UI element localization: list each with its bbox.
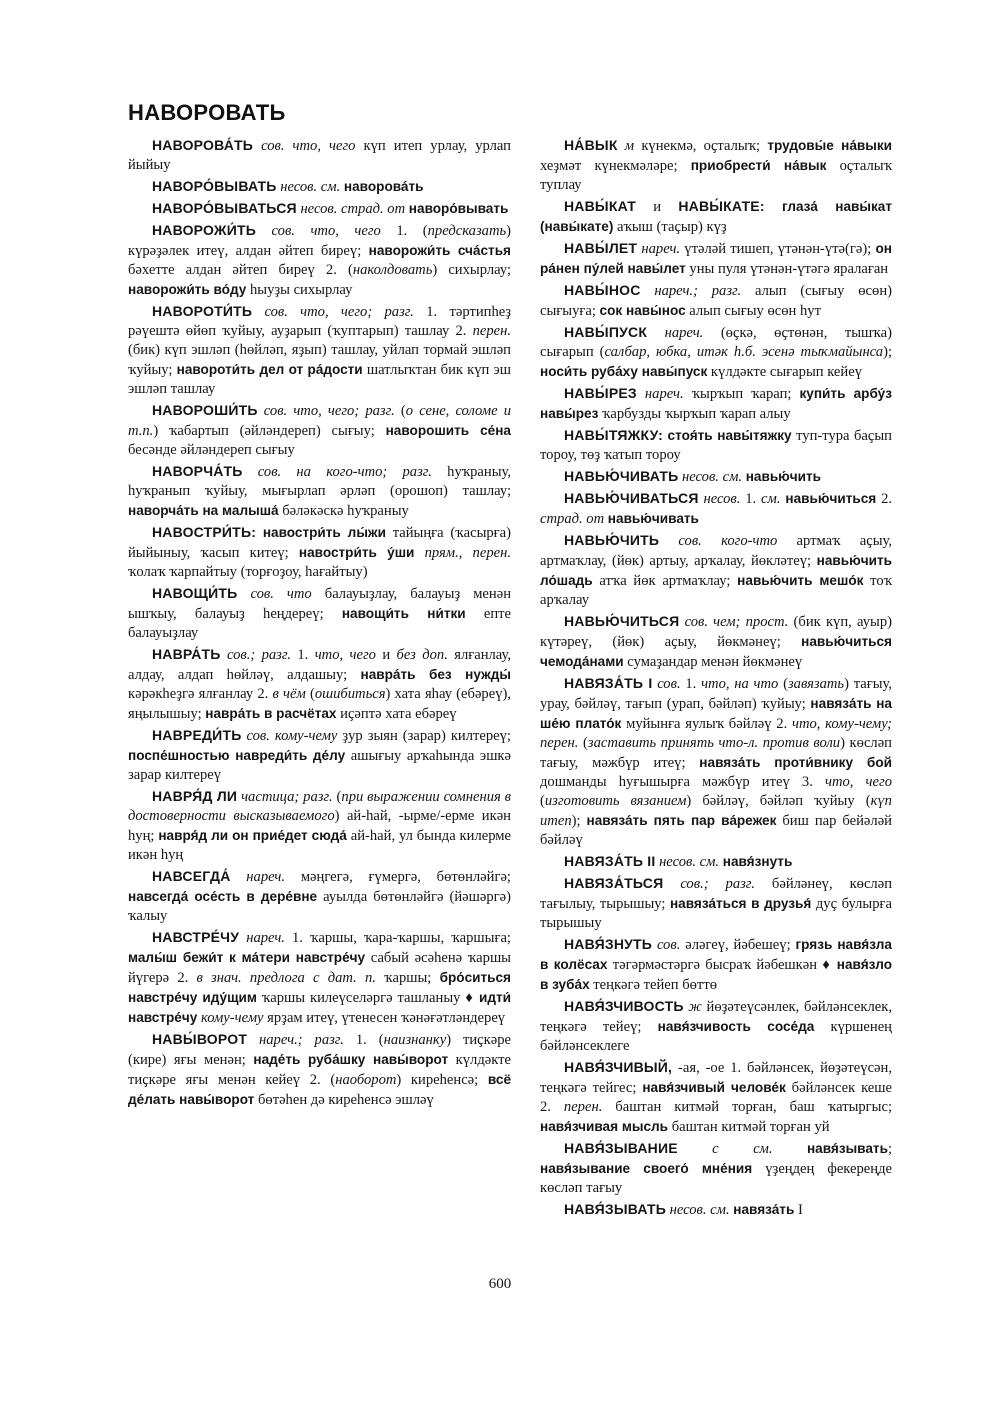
definition-text: (өҫкә, өҫтөнән, тышҡа) сығарып ( — [540, 325, 892, 360]
grammar-note: прям., перен. — [414, 545, 511, 561]
dictionary-entry — [128, 1030, 511, 1110]
definition-text: үҙеңдең фекереңде көсләп тағыу — [540, 1161, 892, 1196]
example-phrase: наворожи́ть сча́стья — [368, 243, 511, 258]
running-header: НАВОРОВАТЬ — [128, 100, 286, 125]
example-phrase: навью́чить мешо́к — [737, 573, 864, 588]
definition-text: сумаҙандар менән йөкмәнеү — [623, 654, 803, 670]
dictionary-entry — [540, 467, 892, 487]
headword: НАВЫ́ПУСК — [564, 324, 648, 340]
dictionary-entry — [128, 523, 511, 582]
example-phrase: навя́знуть — [722, 854, 793, 869]
definition-text: епте балауыҙлау — [128, 606, 512, 641]
definition-text: 2. — [876, 491, 893, 507]
headword: НАВЯ́ЗЧИВОСТЬ — [564, 998, 684, 1014]
dictionary-entry — [128, 136, 511, 175]
definition-text: ( — [394, 403, 406, 419]
headword: НАВОСТРИ́ТЬ: — [152, 524, 257, 540]
grammar-note: нареч.; разг. — [640, 283, 742, 299]
right-column — [540, 136, 892, 1222]
grammar-note: сов. что — [237, 586, 312, 602]
example-phrase: навя́зывать — [806, 1141, 888, 1156]
definition-text: муйынға яулыҡ бәйләү 2. — [621, 716, 792, 732]
example-phrase: идти́ навстре́чу — [128, 990, 511, 1025]
definition-text: ( — [332, 789, 342, 805]
definition-text: биш пар бейәләй бәйләү — [540, 813, 892, 848]
example-phrase: навью́чить ло́шадь — [540, 553, 892, 588]
definition-text: атҡа йөк артмаҡлау; — [592, 573, 738, 589]
grammar-note: что, кому-чему; перен. — [540, 716, 892, 751]
headword: НАВОРО́ВЫВАТЬСЯ — [152, 200, 297, 216]
grammar-note: при выражении сомнения в достоверности высказываемого — [128, 789, 512, 824]
grammar-note: завязать — [787, 676, 845, 692]
headword: НАВЫ́ВОРОТ — [152, 1031, 248, 1047]
grammar-note: о сене, соломе и т.п. — [128, 403, 511, 439]
example-phrase: навью́читься чемода́нами — [540, 634, 892, 669]
definition-text: ) ҡабартып (әйләндереп) сығыу; — [153, 423, 386, 439]
definition-text: алып (сығыу өсөн) сығыуға; — [540, 283, 893, 319]
definition-text: ауылда бөтөнләйгә (йәшәргә) ҡалыу — [128, 889, 511, 924]
definition-text: ) хата яһау (ебәреү), яңылышыу; — [128, 686, 511, 722]
grammar-note: сов. на кого-что; разг. — [242, 464, 432, 480]
grammar-note: без доп. — [396, 647, 448, 663]
headword: НАВРЕДИ́ТЬ — [152, 727, 242, 743]
definition-text: (бик) күп эшләп (һөйләп, яҙып) ташлау, уйлап тормай эшләп ҡуйыу; — [128, 342, 511, 378]
dictionary-entry — [128, 401, 511, 460]
definition-text: 1. ( — [343, 1032, 384, 1048]
dictionary-entry — [128, 462, 511, 521]
grammar-note: ошибиться — [314, 686, 386, 702]
grammar-note: сов. чем; прост. — [679, 614, 789, 630]
definition-text: ҡолаҡ ҡарпайтыу (торғоҙоу, һағайтыу) — [128, 564, 368, 580]
headword: НАВЬЮ́ЧИВАТЬ — [564, 468, 679, 484]
example-phrase: навостри́ть у́ши — [298, 545, 415, 560]
definition-text: әләгеү, йәбешеү; — [680, 937, 796, 953]
headword: НАВЫ́РЕЗ — [564, 385, 637, 401]
example-phrase: навяза́ть — [733, 1202, 795, 1217]
dictionary-entry — [540, 136, 892, 195]
headword: НАВОЩИ́ТЬ — [152, 585, 238, 601]
example-phrase: малы́ш бежи́т к ма́тери навстре́чу — [128, 950, 366, 965]
definition-text: бөтәһен дә киреһенсә эшләү — [254, 1092, 434, 1108]
example-phrase: навяза́ться в друзья́ — [669, 896, 812, 911]
example-phrase: навощи́ть ни́тки — [341, 606, 466, 621]
headword: НАВЯЗА́ТЬСЯ — [564, 875, 664, 891]
definition-text: ; — [887, 1141, 892, 1157]
dictionary-entry — [540, 197, 892, 237]
grammar-note: несов. — [698, 491, 741, 507]
example-phrase: навью́чить — [745, 469, 822, 484]
definition-text: күршенең бәйләнсеклеге — [540, 1019, 892, 1054]
definition-text: 1. — [291, 647, 315, 663]
headword: НАВЬЮ́ЧИТЬСЯ — [564, 613, 680, 629]
definition-text: ) киреһенсә; — [396, 1072, 488, 1088]
definition-text: 1. ҡаршы, ҡара-ҡаршы, ҡаршыға; — [284, 930, 511, 946]
example-phrase: наворошить се́на — [385, 423, 511, 438]
dictionary-entry — [128, 867, 511, 926]
headword: НАВОРЧА́ТЬ — [152, 463, 243, 479]
headword: НАВСЕГДА́ — [152, 868, 231, 884]
definition-text: ярҙам итеү, үтенесен ҡәнәғәтләндереү — [263, 1010, 506, 1026]
grammar-note: нареч. — [239, 930, 285, 946]
definition-text: ); — [571, 813, 587, 829]
headword: НАВСТРЕ́ЧУ — [152, 929, 240, 945]
definition-text: баштан китмәй торған уй — [668, 1119, 830, 1135]
definition-text: һуҡраныу, һуҡранып ҡуйыу, мығырлап әрләп (орошоп) ташлау; — [128, 464, 511, 499]
definition-text: алып сығыу өсөн һут — [685, 303, 821, 319]
example-phrase: навра́ть без нужды́ — [360, 667, 511, 682]
example-phrase: навяза́ть проти́внику бой — [699, 755, 892, 770]
example-phrase: поспе́шностью навреди́ть де́лу — [128, 748, 346, 763]
headword: НАВЯЗА́ТЬ II — [564, 853, 656, 869]
dictionary-entry — [128, 199, 511, 219]
grammar-note: ж — [683, 999, 702, 1015]
example-phrase: наворожи́ть во́ду — [128, 282, 247, 297]
grammar-note: с см. — [677, 1141, 773, 1157]
dictionary-entry — [540, 935, 892, 995]
example-phrase: всё де́лать навы́ворот — [128, 1072, 512, 1107]
grammar-note: сов.; разг. — [663, 876, 755, 892]
definition-text: ҡырҡып ҡарап; — [683, 386, 800, 402]
definition-text: үтәләй тишеп, үтәнән-үтә(гә); — [680, 241, 876, 257]
dictionary-entry — [540, 531, 892, 610]
definition-text: 1. ( — [380, 223, 428, 239]
dictionary-entry — [128, 221, 511, 300]
example-phrase: навра́ть в расчётах — [205, 706, 337, 721]
example-phrase: навороти́ть дел от ра́дости — [176, 362, 363, 377]
grammar-note: частица; разг. — [237, 789, 333, 805]
definition-text: йөҙәтеүсәнлек, бәйләнсеклек, теңкәгә тейеү; — [540, 999, 892, 1035]
definition-text: ( — [578, 735, 588, 751]
definition-text: ҙур зыян (зарар) килтереү; — [337, 728, 511, 744]
definition-text: ҡаршы килеүселәргә ташланыу ♦ — [256, 990, 479, 1006]
definition-text: сабый әсәһенә ҡаршы йүгерә 2. — [128, 950, 511, 986]
grammar-note: күп итеп — [540, 793, 892, 829]
headword: НА́ВЫК — [564, 137, 618, 153]
dictionary-entry — [128, 177, 511, 197]
dictionary-entry — [540, 239, 892, 279]
example-phrase: навсегда́ осе́сть в дере́вне — [128, 889, 318, 904]
dictionary-entry — [540, 426, 892, 465]
example-phrase: наде́ть руба́шку навы́ворот — [253, 1052, 449, 1067]
definition-text: I — [794, 1202, 803, 1218]
definition-text: теңкәгә тейеп бөттө — [589, 977, 718, 993]
example-phrase: навя́зчивый челове́к — [642, 1080, 786, 1095]
definition-text: ай-һай, ул бында килерме икән һуң — [128, 828, 511, 863]
definition-text: ашығыу арҡаһында эшкә зарар килтереү — [128, 748, 511, 783]
example-phrase: навя́зывание своего́ мне́ния — [540, 1161, 753, 1176]
definition-text: ) сихырлау; — [432, 262, 511, 278]
definition-text — [773, 1141, 807, 1157]
definition-text: 1. — [740, 491, 762, 507]
headword: НАВЫ́ТЯЖКУ: — [564, 427, 664, 443]
grammar-note: перен. — [563, 1099, 603, 1115]
definition-text: хеҙмәт күнекмәләре; — [540, 158, 691, 174]
example-phrase: навря́д ли он прие́дет сюда́ — [158, 828, 347, 843]
definition-text: тоҡ арҡалау — [540, 573, 893, 608]
headword: НАВРЯ́Д ЛИ — [152, 788, 238, 804]
definition-text: ) тиҫкәре (кире) яғы менән; — [128, 1032, 512, 1068]
headword: НАВЯ́ЗЫВАТЬ — [564, 1201, 666, 1217]
dictionary-entry — [540, 1058, 892, 1137]
definition-text: ( — [540, 793, 545, 809]
dictionary-entry — [128, 302, 511, 399]
headword: НАВЫ́ЛЕТ — [564, 240, 638, 256]
definition-text: дуҫ булырға тырышыу — [540, 896, 892, 931]
definition-text: иҫәптә хата ебәреү — [336, 706, 457, 722]
headword: НАВЬЮ́ЧИТЬ — [564, 532, 660, 548]
grammar-note: сов. — [652, 937, 681, 953]
example-phrase: навя́зло в зуба́х — [540, 957, 892, 992]
headword: НАВЫ́КАТЕ: — [678, 198, 765, 214]
headword: НАВЫ́НОС — [564, 282, 641, 298]
dictionary-entry — [540, 874, 892, 933]
grammar-note: нареч. — [636, 386, 684, 402]
definition-text: ) көсләп тағыу, мәжбүр итеү; — [540, 735, 892, 771]
grammar-note: несов. см. — [655, 854, 720, 870]
definition-text: тәгәрмәстәргә бысраҡ йәбешкән ♦ — [607, 957, 837, 973]
grammar-note: см. — [761, 491, 781, 507]
grammar-note: м — [617, 138, 635, 154]
dictionary-entry — [540, 852, 892, 872]
grammar-note: несов. страд. от — [296, 201, 406, 217]
definition-text: 1. тәртипһеҙ рәүештә өйөп ҡуйыу, ауҙарып (ҡуптарып) ташлау 2. — [128, 304, 511, 339]
definition-text: и — [635, 199, 679, 215]
definition-text: ҡаршы; — [375, 970, 440, 986]
headword: НАВОРОВА́ТЬ — [152, 137, 254, 153]
example-phrase: навяза́ть на ше́ю плато́к — [540, 696, 892, 731]
dictionary-entry — [128, 787, 511, 865]
dictionary-entry — [540, 384, 892, 424]
definition-text: баштан китмәй торған, баш ҡатыргыс; — [602, 1099, 893, 1115]
definition-text: ) ай-һай, -ырме/-ерме икән һуң; — [128, 808, 511, 844]
dictionary-entry — [540, 489, 892, 529]
definition-text: -ая, -ое 1. бәйләнсек, йөҙәтеүсән, теңкәгә тейгес; — [540, 1060, 892, 1096]
definition-text: бәләкәскә һуҡраныу — [278, 503, 409, 519]
dictionary-entry — [540, 323, 892, 382]
dictionary-entry — [540, 997, 892, 1056]
example-phrase: грязь навя́зла в колёсах — [540, 937, 892, 972]
grammar-note: несов. см. — [678, 469, 743, 485]
definition-text: бәхетте алдан әйтеп биреү 2. ( — [128, 262, 353, 278]
definition-text: һыуҙы сихырлау — [246, 282, 353, 298]
definition-text: и — [375, 647, 397, 663]
definition-text: ялғанлау, алдау, алдап һөйләү, алдашыу; — [128, 647, 512, 683]
example-phrase: наворова́ть — [343, 179, 424, 194]
headword: НАВРА́ТЬ — [152, 646, 221, 662]
definition-text: 1. — [680, 676, 702, 692]
grammar-note: несов. см. — [665, 1202, 730, 1218]
dictionary-entry — [540, 1200, 892, 1220]
example-phrase: глаза́ навы́кат (навы́кате) — [540, 199, 892, 234]
headword: НАВОРОШИ́ТЬ — [152, 402, 258, 418]
example-phrase: наворча́ть на малыша́ — [128, 503, 279, 518]
definition-text: бәйләнеү, көсләп тағылыу, тырышыу; — [540, 876, 892, 912]
example-phrase: наворо́вывать — [408, 201, 509, 216]
example-phrase: сок навы́нос — [599, 303, 686, 318]
definition-text: күлдәкте тиҫкәре яғы менән кейеү 2. ( — [128, 1052, 511, 1088]
grammar-note: что, на что — [701, 676, 779, 692]
grammar-note: сов. кому-чему — [241, 728, 338, 744]
definition-text: (бик күп, ауыр) күтәреү, (йөк) аҫыу, йөкмәнеү; — [540, 614, 892, 650]
definition-text: ) бәйләү, бәйләп ҡуйыу ( — [686, 793, 871, 809]
definition-text: ); — [883, 344, 892, 360]
dictionary-entry — [128, 726, 511, 785]
grammar-note: в чём — [272, 686, 306, 702]
definition-text: күнекмә, оҫталыҡ; — [634, 138, 768, 154]
example-phrase: навя́зчивая мысль — [540, 1119, 669, 1134]
grammar-note: страд. от — [540, 511, 605, 527]
grammar-note: нареч. — [637, 241, 681, 257]
headword: НАВЯЗА́ТЬ I — [564, 675, 653, 691]
headword: НАВЬЮ́ЧИВАТЬСЯ — [564, 490, 699, 506]
definition-text: аҡыш (таҫыр) күҙ — [613, 219, 727, 235]
definition-text: күп итеп урлау, урлап йыйыу — [128, 138, 511, 173]
grammar-note: сов.; разг. — [220, 647, 292, 663]
dictionary-entry — [540, 281, 892, 321]
grammar-note: что, чего — [314, 647, 376, 663]
example-phrase: стоя́ть навы́тяжку — [667, 428, 792, 443]
definition-text — [256, 525, 263, 541]
grammar-note: сов. что, чего; разг. — [257, 403, 395, 419]
definition-text: ) тағыу, урау, бәйләү, тағып (урап, бәйләп) ҡуйыу; — [540, 676, 893, 712]
grammar-note: сов. кого-что — [659, 533, 778, 549]
headword: НАВЯ́ЗНУТЬ — [564, 936, 653, 952]
grammar-note: сов. что, чего; разг. — [252, 304, 414, 320]
grammar-note: нареч. — [647, 325, 704, 341]
grammar-note: что, чего — [824, 774, 892, 790]
example-phrase: трудовы́е на́выки — [767, 138, 893, 153]
example-phrase: приобрести́ на́вык — [690, 158, 827, 173]
headword: НАВОРО́ВЫВАТЬ — [152, 178, 277, 194]
page-number: 600 — [488, 1276, 512, 1292]
definition-text: мәңгегә, ғүмергә, бөтөнләйгә; — [285, 869, 511, 885]
grammar-note: сов. что, чего — [253, 138, 356, 154]
grammar-note: наизнанку — [383, 1032, 447, 1048]
dictionary-entry — [540, 674, 892, 850]
example-phrase: навостри́ть лы́жи — [262, 525, 386, 540]
example-phrase: навью́чивать — [607, 511, 699, 526]
definition-text: ( — [778, 676, 788, 692]
grammar-note: изготовить вязанием — [544, 793, 687, 809]
definition-text: оҫталыҡ туплау — [540, 158, 892, 193]
definition-text: уны пуля үтәнән-үтәгә яралаған — [685, 261, 889, 277]
definition-text: ( — [305, 686, 315, 702]
definition-text: күлдәкте сығарып кейеү — [707, 364, 862, 380]
example-phrase: навя́зчивость сосе́да — [657, 1019, 815, 1034]
example-phrase: он ра́нен пу́лей навы́лет — [540, 241, 892, 276]
grammar-note: заставить принять что-л. против воли — [587, 735, 841, 751]
definition-text: тайыңға (ҡасырға) йыйыныу, ҡасып китеү; — [128, 525, 511, 561]
grammar-note: наоборот — [335, 1072, 397, 1088]
grammar-note: салбар, юбка, итәк һ.б. эсенә тыҡмайынса — [604, 344, 884, 360]
headword: НАВЯ́ЗЫВАНИЕ — [564, 1140, 678, 1156]
definition-text: шатлыҡтан бик күп эш эшләп ташлау — [128, 362, 511, 397]
grammar-note: перен. — [472, 323, 511, 339]
dictionary-entry — [540, 1139, 892, 1198]
headword: НАВОРОТИ́ТЬ — [152, 303, 253, 319]
dictionary-entry — [128, 928, 511, 1028]
left-column — [128, 136, 511, 1112]
dictionary-entry — [540, 612, 892, 672]
grammar-note: в знач. предлога с дат. п. — [196, 970, 376, 986]
grammar-note: наколдовать — [352, 262, 433, 278]
example-phrase: купи́ть арбу́з навы́рез — [540, 386, 892, 421]
definition-text: ) күрәҙәлек итеү, алдан әйтеп биреү; — [128, 223, 511, 259]
definition-text: туп-тура баҫып тороу, төҙ ҡатып тороу — [540, 428, 892, 463]
grammar-note: сов. что, чего — [256, 223, 381, 239]
grammar-note: нареч.; разг. — [247, 1032, 344, 1048]
definition-text: дошманды һуғышырға мәжбүр итеү 3. — [540, 774, 825, 790]
definition-text — [765, 199, 782, 215]
definition-text: ҡарбузды ҡырҡып ҡарап алыу — [598, 406, 791, 422]
definition-text: бәйләнсек кеше 2. — [540, 1080, 892, 1115]
example-phrase: навью́читься — [785, 491, 877, 506]
definition-text: бесәнде әйләндереп сығыу — [128, 442, 295, 458]
example-phrase: бро́ситься навстре́чу иду́щим — [128, 970, 511, 1005]
headword: НАВЫ́КАТ — [564, 198, 636, 214]
headword: НАВОРОЖИ́ТЬ — [152, 222, 257, 238]
grammar-note: кому-чему — [197, 1010, 264, 1026]
grammar-note: предсказать — [427, 223, 507, 239]
definition-text: артмаҡ аҫыу, артмаҡлау, (йөк) артыу, арҡалау, йөкләтеү; — [540, 533, 892, 569]
definition-text: балауыҙлау, балауыҙ менән ышҡыу, балауыҙ һеңдереү; — [128, 586, 511, 622]
example-phrase: навяза́ть пять пар ва́режек — [586, 813, 777, 828]
grammar-note: сов. — [652, 676, 681, 692]
dictionary-entry — [128, 645, 511, 724]
headword: НАВЯ́ЗЧИВЫЙ, — [564, 1059, 673, 1075]
grammar-note: нареч. — [230, 869, 286, 885]
definition-text: кәрәкһеҙгә ялғанлау 2. — [128, 686, 273, 702]
example-phrase: носи́ть руба́ху навы́пуск — [540, 364, 708, 379]
grammar-note: несов. см. — [276, 179, 341, 195]
dictionary-entry — [128, 584, 511, 643]
